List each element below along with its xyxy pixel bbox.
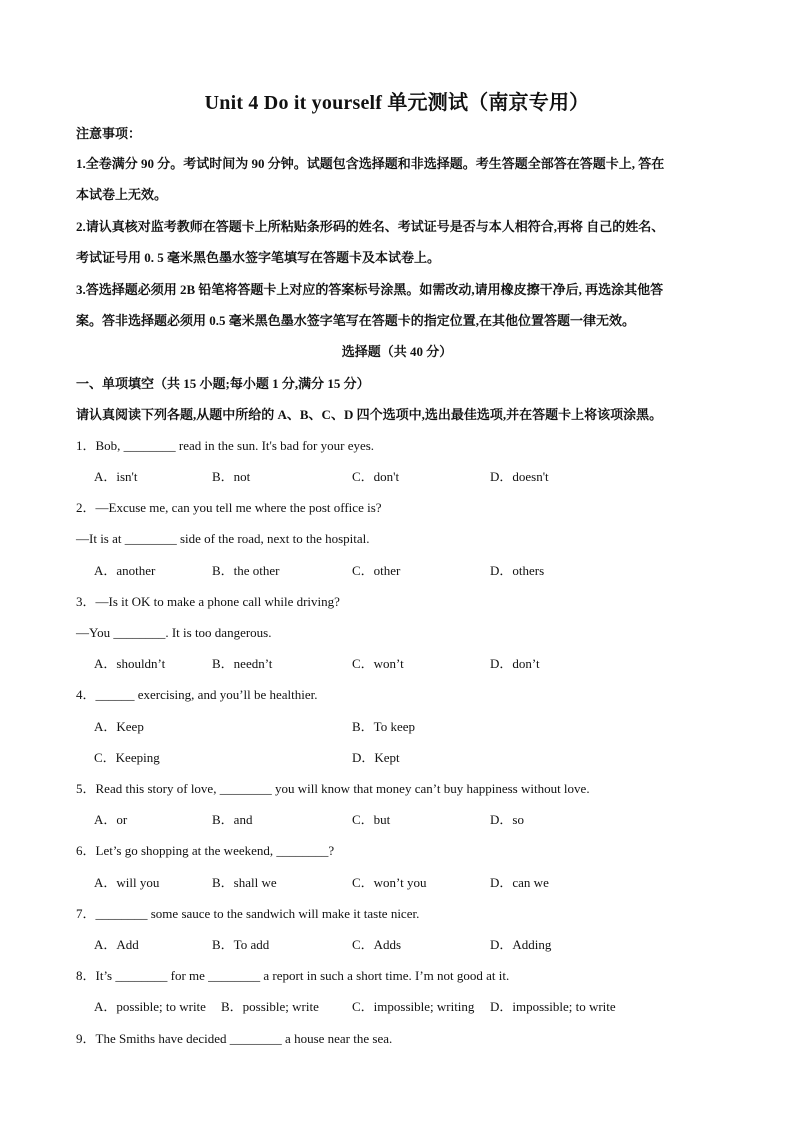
question-stem: 5．Read this story of love, ________ you will know that money can’t buy happiness without love. [76, 781, 590, 796]
question-stem: 8．It’s ________ for me ________ a report in such a short time. I’m not good at it. [76, 968, 510, 983]
notice-line: 案。答非选择题必须用 0.5 毫米黑色墨水签字笔写在答题卡的指定位置,在其他位置答题一律无效。 [76, 313, 636, 328]
part-instruction: 请认真阅读下列各题,从题中所给的 A、B、C、D 四个选项中,选出最佳选项,并在答题卡上将该项涂黑。 [76, 407, 663, 422]
option-b: B．and [212, 812, 253, 827]
option-d: D．don’t [490, 656, 540, 671]
option-d: D．Adding [490, 937, 552, 952]
option-b: B．the other [212, 563, 280, 578]
page-title: Unit 4 Do it yourself 单元测试（南京专用） [204, 92, 590, 114]
notice-line: 1.全卷满分 90 分。考试时间为 90 分钟。试题包含选择题和非选择题。考生答题全部答在答题卡上, 答在 [76, 156, 665, 171]
option-d: D．impossible; to write [490, 999, 616, 1014]
question-stem: 1．Bob, ________ read in the sun. It's bad for your eyes. [76, 438, 375, 453]
option-b: B．not [212, 469, 251, 484]
option-c: C．won’t [352, 656, 404, 671]
option-a: A．Add [94, 937, 139, 952]
option-c: C．Adds [352, 937, 402, 952]
question-stem: —You ________. It is too dangerous. [76, 625, 272, 640]
option-b: B．To keep [352, 719, 415, 734]
option-b: B．possible; write [221, 999, 319, 1014]
option-a: A．or [94, 812, 128, 827]
question-stem: 2．—Excuse me, can you tell me where the post office is? [76, 500, 382, 515]
question-stem: —It is at ________ side of the road, next to the hospital. [76, 531, 370, 546]
option-d: D．doesn't [490, 469, 549, 484]
option-d: D．can we [490, 875, 549, 890]
option-c: C．Keeping [94, 750, 160, 765]
option-a: A．possible; to write [94, 999, 206, 1014]
option-c: C．don't [352, 469, 400, 484]
notice-line: 考试证号用 0. 5 毫米黑色墨水签字笔填写在答题卡及本试卷上。 [76, 250, 441, 265]
option-a: A．will you [94, 875, 160, 890]
option-a: A．isn't [94, 469, 138, 484]
option-c: C．impossible; writing [352, 999, 475, 1014]
option-d: D．others [490, 563, 545, 578]
part-heading: 一、单项填空（共 15 小题;每小题 1 分,满分 15 分） [76, 376, 370, 391]
notice-heading: 注意事项： [76, 126, 142, 141]
option-a: A．another [94, 563, 156, 578]
option-c: C．won’t you [352, 875, 427, 890]
option-b: B．needn’t [212, 656, 273, 671]
option-d: D．Kept [352, 750, 400, 765]
notice-line: 2.请认真核对监考教师在答题卡上所粘贴条形码的姓名、考试证号是否与本人相符合,再将 自己的姓名、 [76, 219, 665, 234]
option-a: A．Keep [94, 719, 144, 734]
question-stem: 3．—Is it OK to make a phone call while driving? [76, 594, 340, 609]
question-stem: 4．______ exercising, and you’ll be healthier. [76, 687, 318, 702]
option-d: D．so [490, 812, 524, 827]
question-stem: 6．Let’s go shopping at the weekend, ________? [76, 843, 335, 858]
question-stem: 7．________ some sauce to the sandwich will make it taste nicer. [76, 906, 420, 921]
option-b: B．To add [212, 937, 270, 952]
question-stem: 9．The Smiths have decided ________ a house near the sea. [76, 1031, 393, 1046]
notice-line: 3.答选择题必须用 2B 铅笔将答题卡上对应的答案标号涂黑。如需改动,请用橡皮擦干净后, 再选涂其他答 [76, 282, 664, 297]
option-b: B．shall we [212, 875, 277, 890]
option-a: A．shouldn’t [94, 656, 166, 671]
option-c: C．but [352, 812, 391, 827]
notice-line: 本试卷上无效。 [76, 187, 168, 202]
section-title: 选择题（共 40 分） [341, 344, 453, 359]
option-c: C．other [352, 563, 401, 578]
